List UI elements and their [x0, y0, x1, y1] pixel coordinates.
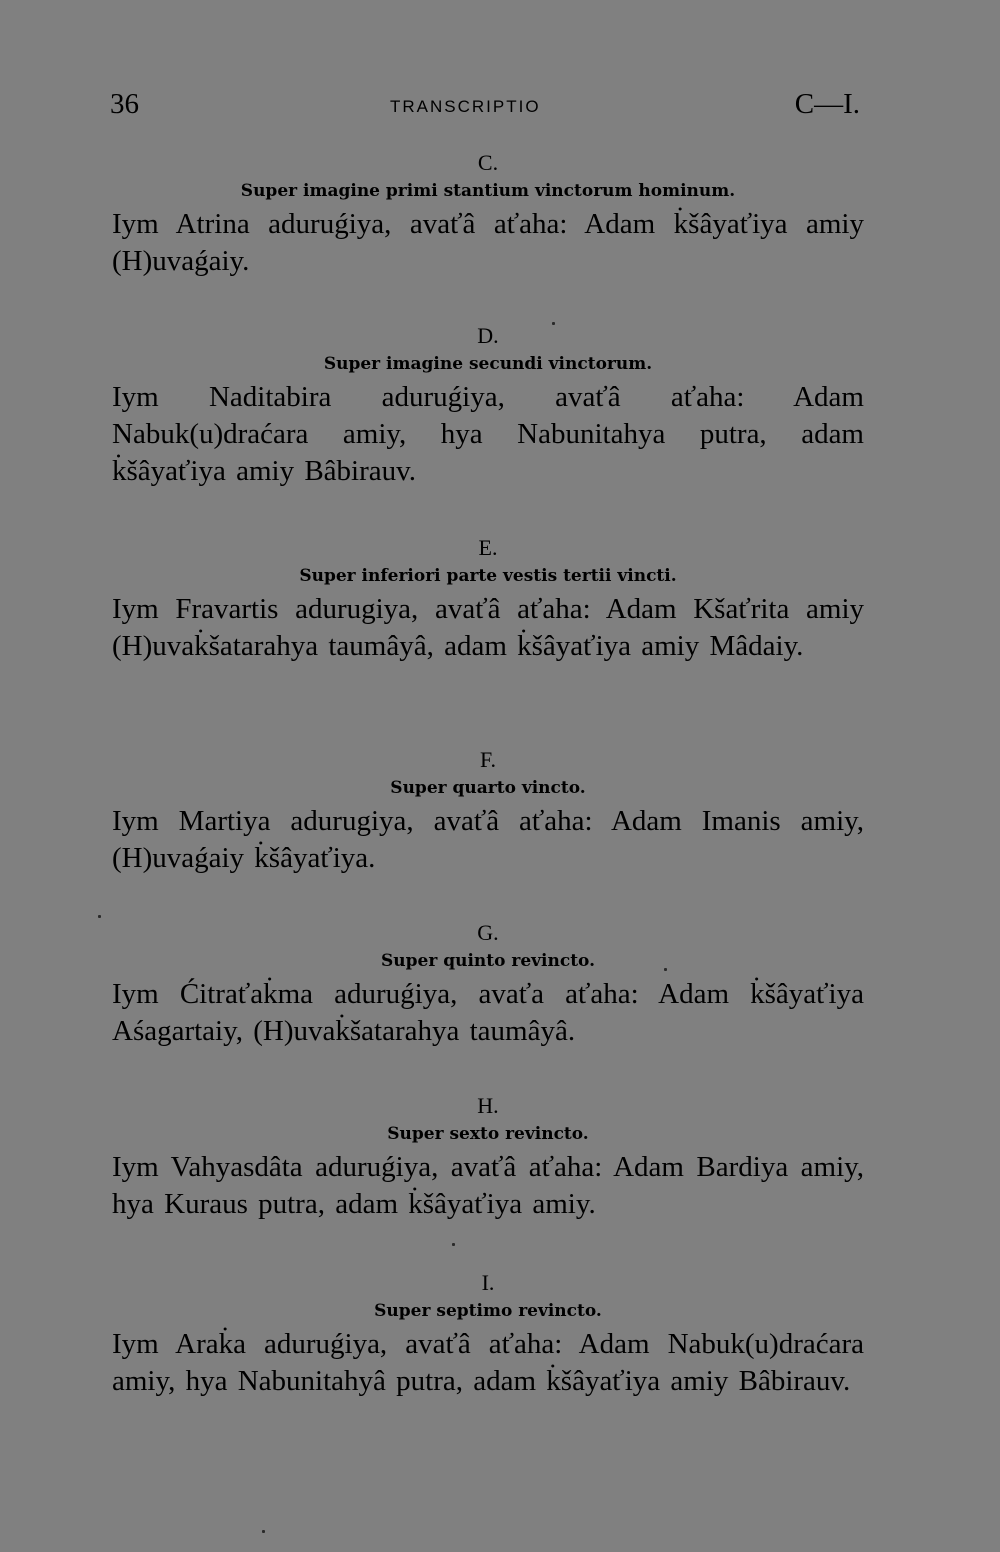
print-speck: [98, 915, 101, 918]
section-d: [112, 323, 864, 490]
section-text: Iym Naditabira aduruǵiya, avaťâ aťaha: Adam Nabuk(u)draćara amiy, hya Nabunitahya putra, adam k̇šâyaťiya amiy Bâbirauv.: [112, 381, 864, 487]
section-range: C—I.: [794, 88, 860, 120]
section-c: [112, 150, 864, 280]
header-title: TRANSCRIPTIO: [390, 97, 541, 116]
section-text: Iym Arak̇a aduruǵiya, avaťâ aťaha: Adam Nabuk(u)draćara amiy, hya Nabunitahyâ putra, adam k̇šâyaťiya amiy Bâbirauv.: [112, 1328, 864, 1397]
running-head: [110, 88, 860, 128]
section-caption: Super quinto revincto.: [380, 951, 596, 971]
section-text: Iym Ćitraťak̇ma aduruǵiya, avaťa aťaha: Adam k̇šâyaťiya Aśagartaiy, (H)uvak̇šatarahya taumâyâ.: [112, 978, 864, 1047]
section-caption: Super septimo revincto.: [374, 1301, 602, 1321]
section-caption: Super imagine secundi vinctorum.: [323, 354, 653, 374]
section-text: Iym Martiya adurugiya, avaťâ aťaha: Adam Imanis amiy, (H)uvaǵaiy k̇šâyaťiya.: [112, 805, 864, 874]
section-letter: F.: [480, 747, 496, 772]
section-caption: Super quarto vincto.: [390, 778, 586, 798]
section-e: [112, 535, 864, 665]
section-h: [112, 1093, 864, 1223]
section-letter: I.: [481, 1270, 495, 1295]
print-speck: [552, 322, 555, 325]
section-text: Iym Vahyasdâta aduruǵiya, avaťâ aťaha: Adam Bardiya amiy, hya Kuraus putra, adam k̇šâyaťiya amiy.: [112, 1151, 864, 1220]
section-g: [112, 920, 864, 1050]
section-text: Iym Fravartis adurugiya, avaťâ aťaha: Adam Kšaťrita amiy (H)uvak̇šatarahya taumâyâ, adam k̇šâyaťiya amiy Mâdaiy.: [112, 593, 864, 662]
section-letter: E.: [478, 535, 498, 560]
page-number: 36: [110, 88, 139, 120]
section-letter: G.: [477, 920, 499, 945]
section-letter: H.: [477, 1093, 499, 1118]
section-text: Iym Atrina aduruǵiya, avaťâ aťaha: Adam k̇šâyaťiya amiy (H)uvaǵaiy.: [112, 208, 864, 277]
section-letter: C.: [477, 150, 499, 175]
section-i: [112, 1270, 864, 1400]
section-letter: D.: [477, 323, 499, 348]
print-speck: [262, 1530, 265, 1533]
print-speck: [664, 968, 667, 971]
section-f: [112, 747, 864, 877]
section-caption: Super inferiori parte vestis tertii vincti.: [299, 566, 677, 586]
section-caption: Super imagine primi stantium vinctorum hominum.: [240, 181, 736, 201]
print-speck: [452, 1243, 455, 1246]
section-caption: Super sexto revincto.: [387, 1124, 589, 1144]
